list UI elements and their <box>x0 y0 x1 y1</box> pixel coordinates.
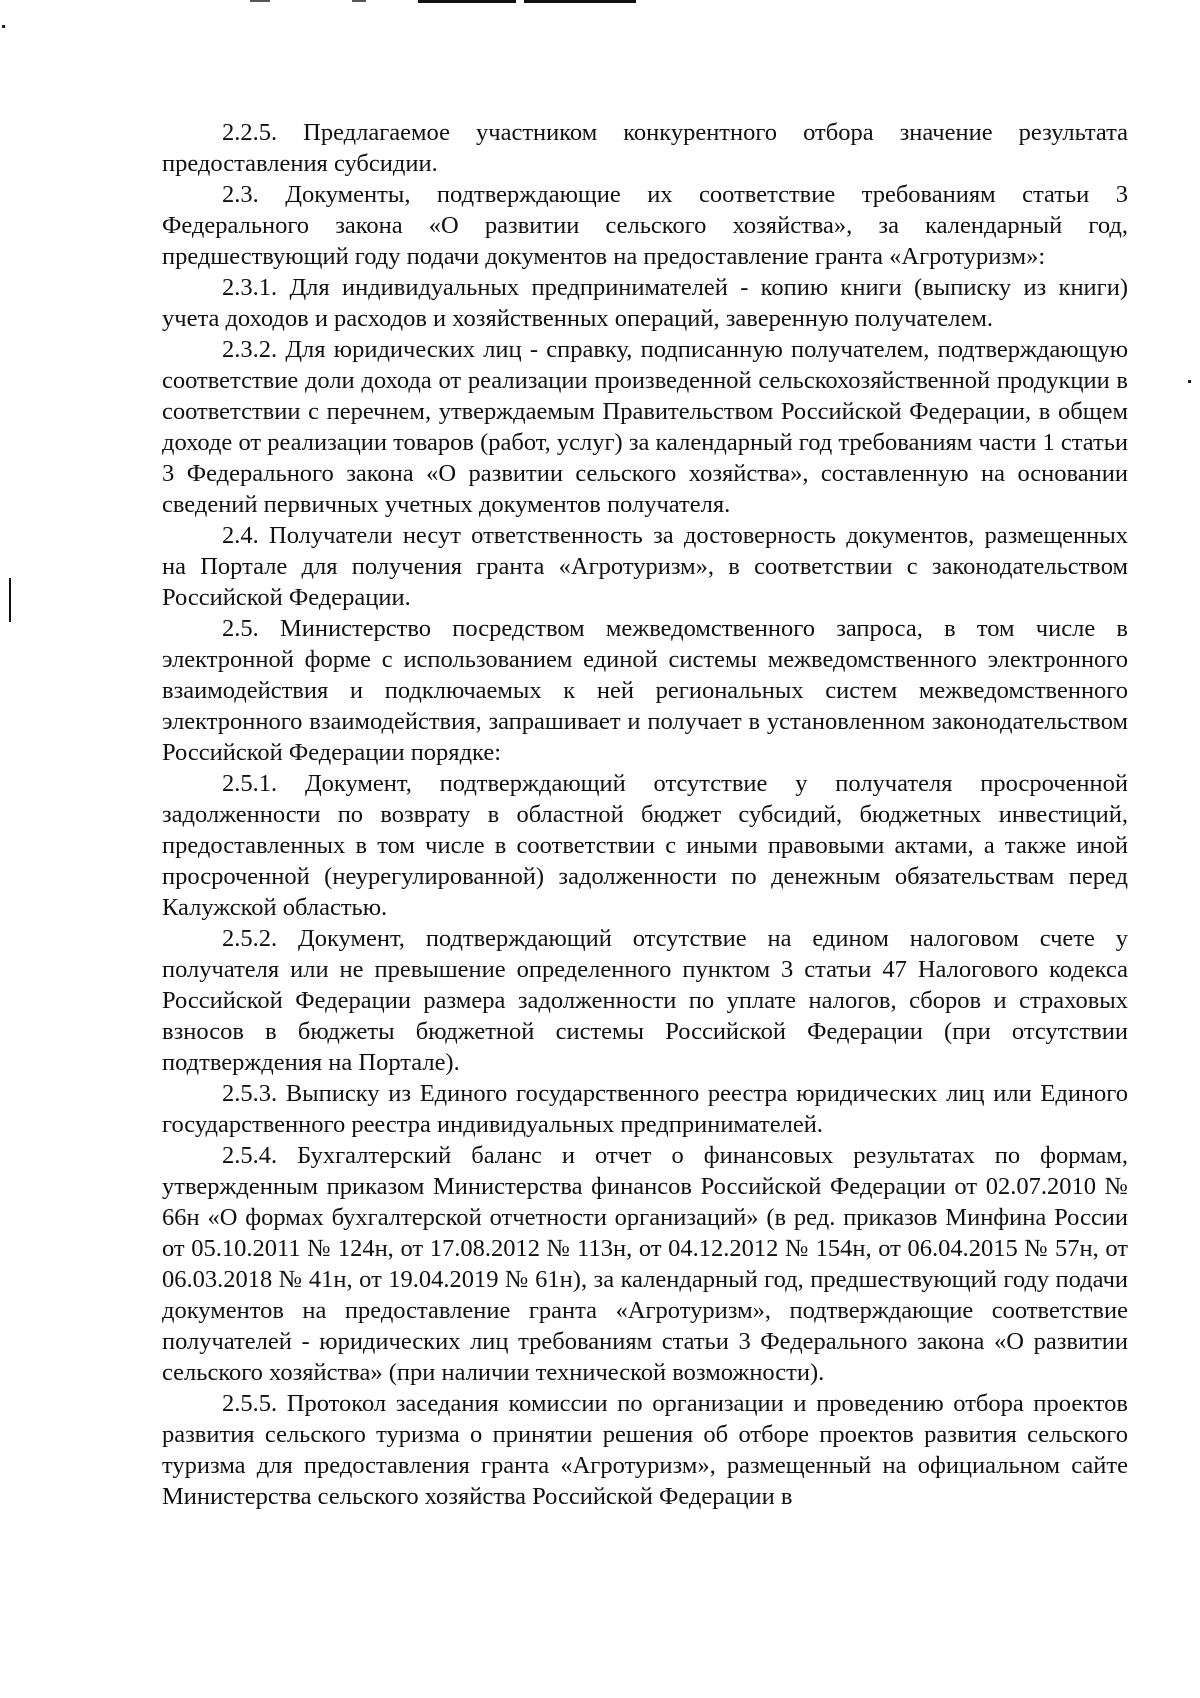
scan-artifact-line <box>418 0 516 3</box>
scan-artifact-bar <box>9 578 11 622</box>
paragraph-2-5-5: 2.5.5. Протокол заседания комиссии по организации и проведению отбора проектов развития сельского туризма о принятии решения об отборе проектов развития сельского туризма для предоставления гранта «Агротуризм», размещенный на официальном сайте Министерства сельского хозяйства Российской Федерации в <box>162 1390 1128 1510</box>
document-text-body <box>162 117 1128 1512</box>
scan-artifact-dot <box>1188 380 1191 383</box>
paragraph-2-2-5: 2.2.5. Предлагаемое участником конкурентного отбора значение результата предоставления субсидии. <box>162 119 1128 177</box>
paragraph-2-3: 2.3. Документы, подтверждающие их соответствие требованиям статьи 3 Федерального закона «О развитии сельского хозяйства», за календарный год, предшествующий году подачи документов на предоставление гранта «Агротуризм»: <box>162 181 1128 270</box>
paragraph-2-5: 2.5. Министерство посредством межведомственного запроса, в том числе в электронной форме с использованием единой системы межведомственного электронного взаимодействия и подключаемых к ней региональных систем межведомственного электронного взаимодействия, запрашивает и получает в установленном законодательством Российской Федерации порядке: <box>162 615 1128 766</box>
paragraph-2-4: 2.4. Получатели несут ответственность за достоверность документов, размещенных на Портале для получения гранта «Агротуризм», в соответствии с законодательством Российской Федерации. <box>162 522 1128 611</box>
paragraph-2-5-2: 2.5.2. Документ, подтверждающий отсутствие на едином налоговом счете у получателя или не превышение определенного пунктом 3 статьи 47 Налогового кодекса Российской Федерации размера задолженности по уплате налогов, сборов и страховых взносов в бюджеты бюджетной системы Российской Федерации (при отсутствии подтверждения на Портале). <box>162 925 1128 1076</box>
paragraph-2-5-3: 2.5.3. Выписку из Единого государственного реестра юридических лиц или Единого государственного реестра индивидуальных предпринимателей. <box>162 1080 1128 1138</box>
paragraph-2-3-2: 2.3.2. Для юридических лиц - справку, подписанную получателем, подтверждающую соответствие доли дохода от реализации произведенной сельскохозяйственной продукции в соответствии с перечнем, утверждаемым Правительством Российской Федерации, в общем доходе от реализации товаров (работ, услуг) за календарный год требованиям части 1 статьи 3 Федерального закона «О развитии сельского хозяйства», составленную на основании сведений первичных учетных документов получателя. <box>162 336 1128 518</box>
paragraph-2-5-1: 2.5.1. Документ, подтверждающий отсутствие у получателя просроченной задолженности по возврату в областной бюджет субсидий, бюджетных инвестиций, предоставленных в том числе в соответствии с иными правовыми актами, а также иной просроченной (неурегулированной) задолженности по денежным обязательствам перед Калужской областью. <box>162 770 1128 921</box>
paragraph-2-3-1: 2.3.1. Для индивидуальных предпринимателей - копию книги (выписку из книги) учета доходов и расходов и хозяйственных операций, заверенную получателем. <box>162 274 1128 332</box>
scan-artifact-line <box>352 0 366 2</box>
scan-artifact-line <box>524 0 636 3</box>
scan-artifact-line <box>250 0 270 2</box>
paragraph-2-5-4: 2.5.4. Бухгалтерский баланс и отчет о финансовых результатах по формам, утвержденным приказом Министерства финансов Российской Федерации от 02.07.2010 № 66н «О формах бухгалтерской отчетности организаций» (в ред. приказов Минфина России от 05.10.2011 № 124н, от 17.08.2012 № 113н, от 04.12.2012 № 154н, от 06.04.2015 № 57н, от 06.03.2018 № 41н, от 19.04.2019 № 61н), за календарный год, предшествующий году подачи документов на предоставление гранта «Агротуризм», подтверждающие соответствие получателей - юридических лиц требованиям статьи 3 Федерального закона «О развитии сельского хозяйства» (при наличии технической возможности). <box>162 1142 1128 1386</box>
scan-artifact-dot <box>2 25 5 28</box>
